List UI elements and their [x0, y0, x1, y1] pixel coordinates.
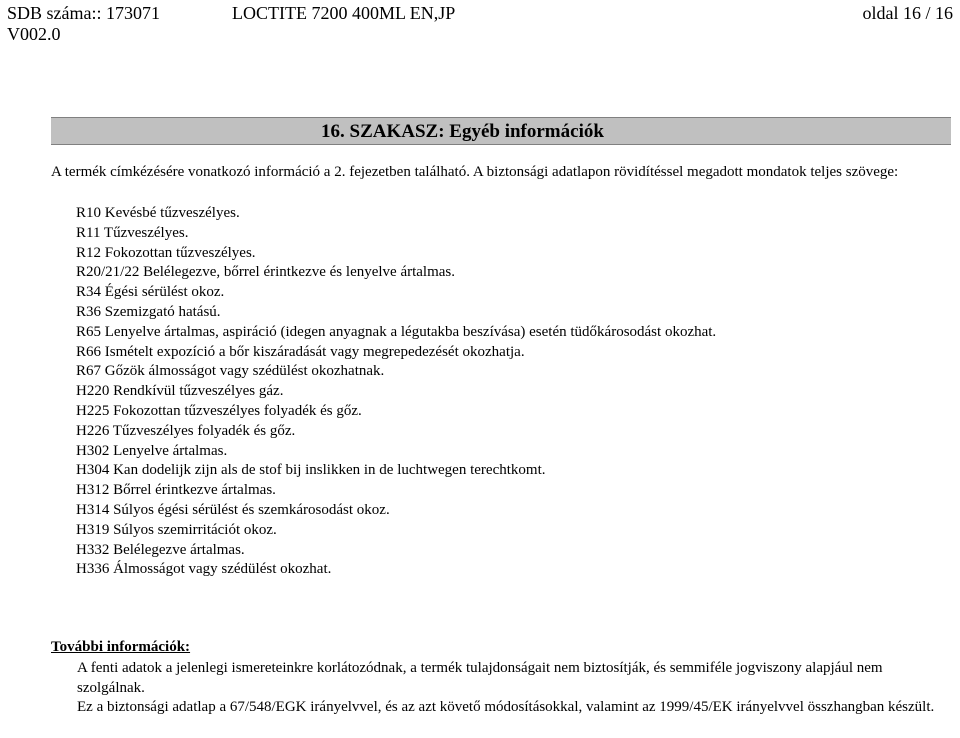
list-item: R12 Fokozottan tűzveszélyes.: [76, 244, 256, 261]
list-item: R20/21/22 Belélegezve, bőrrel érintkezve és lenyelve ártalmas.: [76, 264, 456, 281]
list-item: R11 Tűzveszélyes.: [76, 224, 189, 241]
hazard-phrase-list: [76, 204, 946, 580]
section-heading-bar: [51, 117, 951, 145]
more-info-paragraph: A fenti adatok a jelenlegi ismereteinkre korlátozódnak, a termék tulajdonságait nem biztosítják, és semmiféle jogviszony alapjául nem szolgálnak.: [77, 660, 883, 696]
sdb-number: SDB száma:: 173071: [7, 3, 160, 23]
list-item: H312 Bőrrel érintkezve ártalmas.: [76, 482, 276, 499]
page-header: [7, 0, 953, 46]
list-item: H336 Álmosságot vagy szédülést okozhat.: [76, 561, 332, 578]
list-item: H225 Fokozottan tűzveszélyes folyadék és gőz.: [76, 402, 362, 419]
list-item: R66 Ismételt expozíció a bőr kiszáradását vagy megrepedezését okozhatja.: [76, 343, 525, 360]
document-version: V002.0: [7, 24, 61, 44]
list-item: H319 Súlyos szemirritációt okoz.: [76, 521, 277, 538]
list-item: R36 Szemizgató hatású.: [76, 303, 221, 320]
product-name: LOCTITE 7200 400ML EN,JP: [232, 3, 456, 23]
more-info-body: [77, 659, 939, 718]
page-number: oldal 16 / 16: [862, 3, 953, 23]
list-item: H314 Súlyos égési sérülést és szemkárosodást okoz.: [76, 501, 390, 518]
list-item: R67 Gőzök álmosságot vagy szédülést okozhatnak.: [76, 363, 385, 380]
intro-paragraph: A termék címkézésére vonatkozó információ a 2. fejezetben található. A biztonsági adatlapon rövidítéssel megadott mondatok teljes szövege:: [51, 164, 899, 180]
section-title: 16. SZAKASZ: Egyéb információk: [321, 121, 604, 142]
list-item: R10 Kevésbé tűzveszélyes.: [76, 205, 240, 221]
list-item: H302 Lenyelve ártalmas.: [76, 442, 228, 459]
list-item: R65 Lenyelve ártalmas, aspiráció (idegen anyagnak a légutakba beszívása) esetén tüdőkárosodást okozhat.: [76, 323, 717, 340]
more-info-title: További információk:: [51, 639, 191, 655]
list-item: H220 Rendkívül tűzveszélyes gáz.: [76, 383, 284, 400]
list-item: H332 Belélegezve ártalmas.: [76, 541, 245, 558]
list-item: R34 Égési sérülést okoz.: [76, 284, 225, 301]
list-item: H304 Kan dodelijk zijn als de stof bij inslikken in de luchtwegen terechtkomt.: [76, 462, 546, 479]
more-info-paragraph: Ez a biztonsági adatlap a 67/548/EGK irányelvvel, és az azt követő módosításokkal, valamint az 1999/45/EK irányelvvel összhangban készült.: [77, 699, 935, 715]
list-item: H226 Tűzveszélyes folyadék és gőz.: [76, 422, 296, 439]
